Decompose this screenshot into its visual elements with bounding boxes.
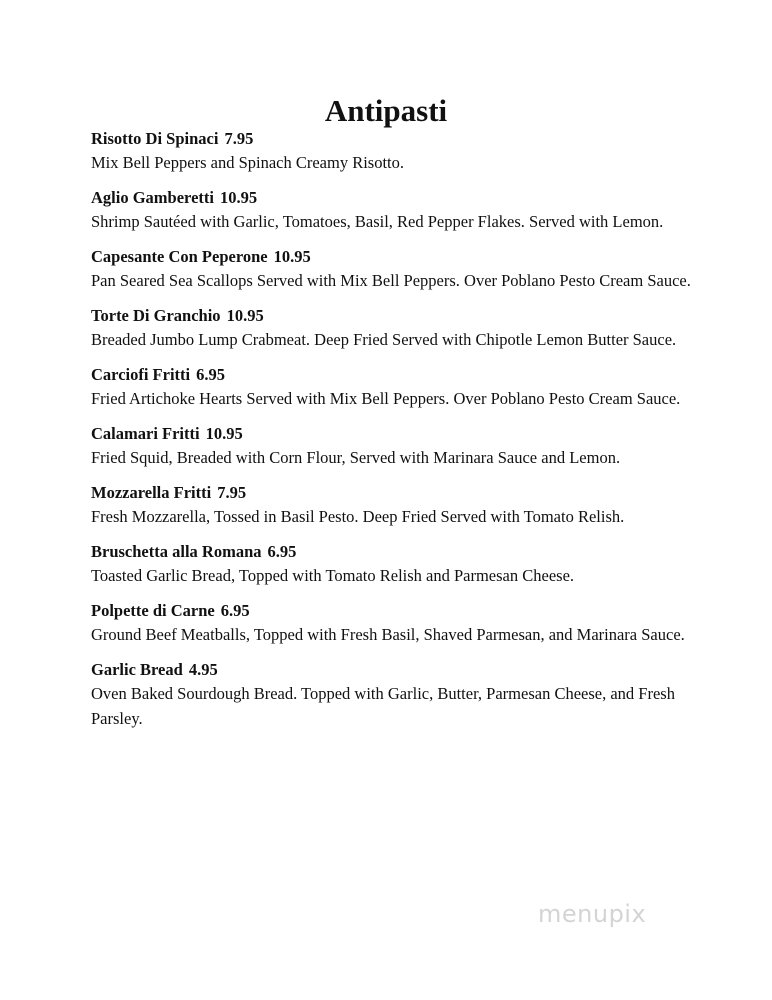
item-name: Mozzarella Fritti	[91, 483, 212, 502]
item-name: Carciofi Fritti	[91, 365, 191, 384]
item-heading	[91, 127, 691, 150]
item-price: 10.95	[273, 247, 311, 266]
menu-item	[91, 363, 691, 411]
item-heading	[91, 540, 691, 563]
item-name: Torte Di Granchio	[91, 306, 221, 325]
item-name: Capesante Con Peperone	[91, 247, 268, 266]
item-description: Breaded Jumbo Lump Crabmeat. Deep Fried Served with Chipotle Lemon Butter Sauce.	[91, 330, 677, 349]
item-description: Fresh Mozzarella, Tossed in Basil Pesto. Deep Fried Served with Tomato Relish.	[91, 507, 625, 526]
item-price: 10.95	[226, 306, 264, 325]
item-description: Pan Seared Sea Scallops Served with Mix Bell Peppers. Over Poblano Pesto Cream Sauce.	[91, 271, 691, 290]
item-price: 6.95	[220, 601, 250, 620]
item-description: Mix Bell Peppers and Spinach Creamy Risotto.	[91, 153, 405, 172]
menu-item	[91, 186, 691, 234]
item-name: Calamari Fritti	[91, 424, 200, 443]
menu-item	[91, 422, 691, 470]
menu-item	[91, 481, 691, 529]
item-price: 4.95	[188, 660, 218, 679]
item-heading	[91, 481, 691, 504]
page-title: Antipasti	[324, 93, 448, 128]
item-price: 10.95	[205, 424, 243, 443]
menu-item	[91, 599, 691, 647]
item-heading	[91, 363, 691, 386]
menu-item	[91, 540, 691, 588]
item-price: 10.95	[219, 188, 258, 207]
item-name: Risotto Di Spinaci	[91, 129, 219, 148]
item-heading	[91, 245, 691, 268]
item-price: 7.95	[217, 483, 247, 502]
item-heading	[91, 422, 691, 445]
watermark: menupix	[538, 900, 647, 928]
item-description: Ground Beef Meatballs, Topped with Fresh Basil, Shaved Parmesan, and Marinara Sauce.	[91, 625, 685, 644]
item-price: 7.95	[224, 129, 254, 148]
item-heading	[91, 599, 691, 622]
item-name: Garlic Bread	[91, 660, 183, 679]
item-heading	[91, 304, 691, 327]
item-heading	[91, 186, 691, 209]
item-price: 6.95	[196, 365, 225, 384]
item-description: Shrimp Sautéed with Garlic, Tomatoes, Basil, Red Pepper Flakes. Served with Lemon.	[91, 212, 664, 231]
item-heading	[91, 658, 691, 681]
item-description: Fried Artichoke Hearts Served with Mix Bell Peppers. Over Poblano Pesto Cream Sauce.	[91, 389, 681, 408]
item-description: Oven Baked Sourdough Bread. Topped with Garlic, Butter, Parmesan Cheese, and Fresh Parsley.	[91, 684, 675, 728]
menu-item	[91, 304, 691, 352]
item-description: Fried Squid, Breaded with Corn Flour, Served with Marinara Sauce and Lemon.	[91, 448, 621, 467]
menu-list	[91, 127, 691, 742]
item-name: Bruschetta alla Romana	[91, 542, 262, 561]
item-name: Aglio Gamberetti	[91, 188, 214, 207]
item-description: Toasted Garlic Bread, Topped with Tomato Relish and Parmesan Cheese.	[91, 566, 575, 585]
menu-item	[91, 658, 691, 731]
menu-item	[91, 245, 691, 293]
item-price: 6.95	[267, 542, 297, 561]
item-name: Polpette di Carne	[91, 601, 215, 620]
menu-item	[91, 127, 691, 175]
